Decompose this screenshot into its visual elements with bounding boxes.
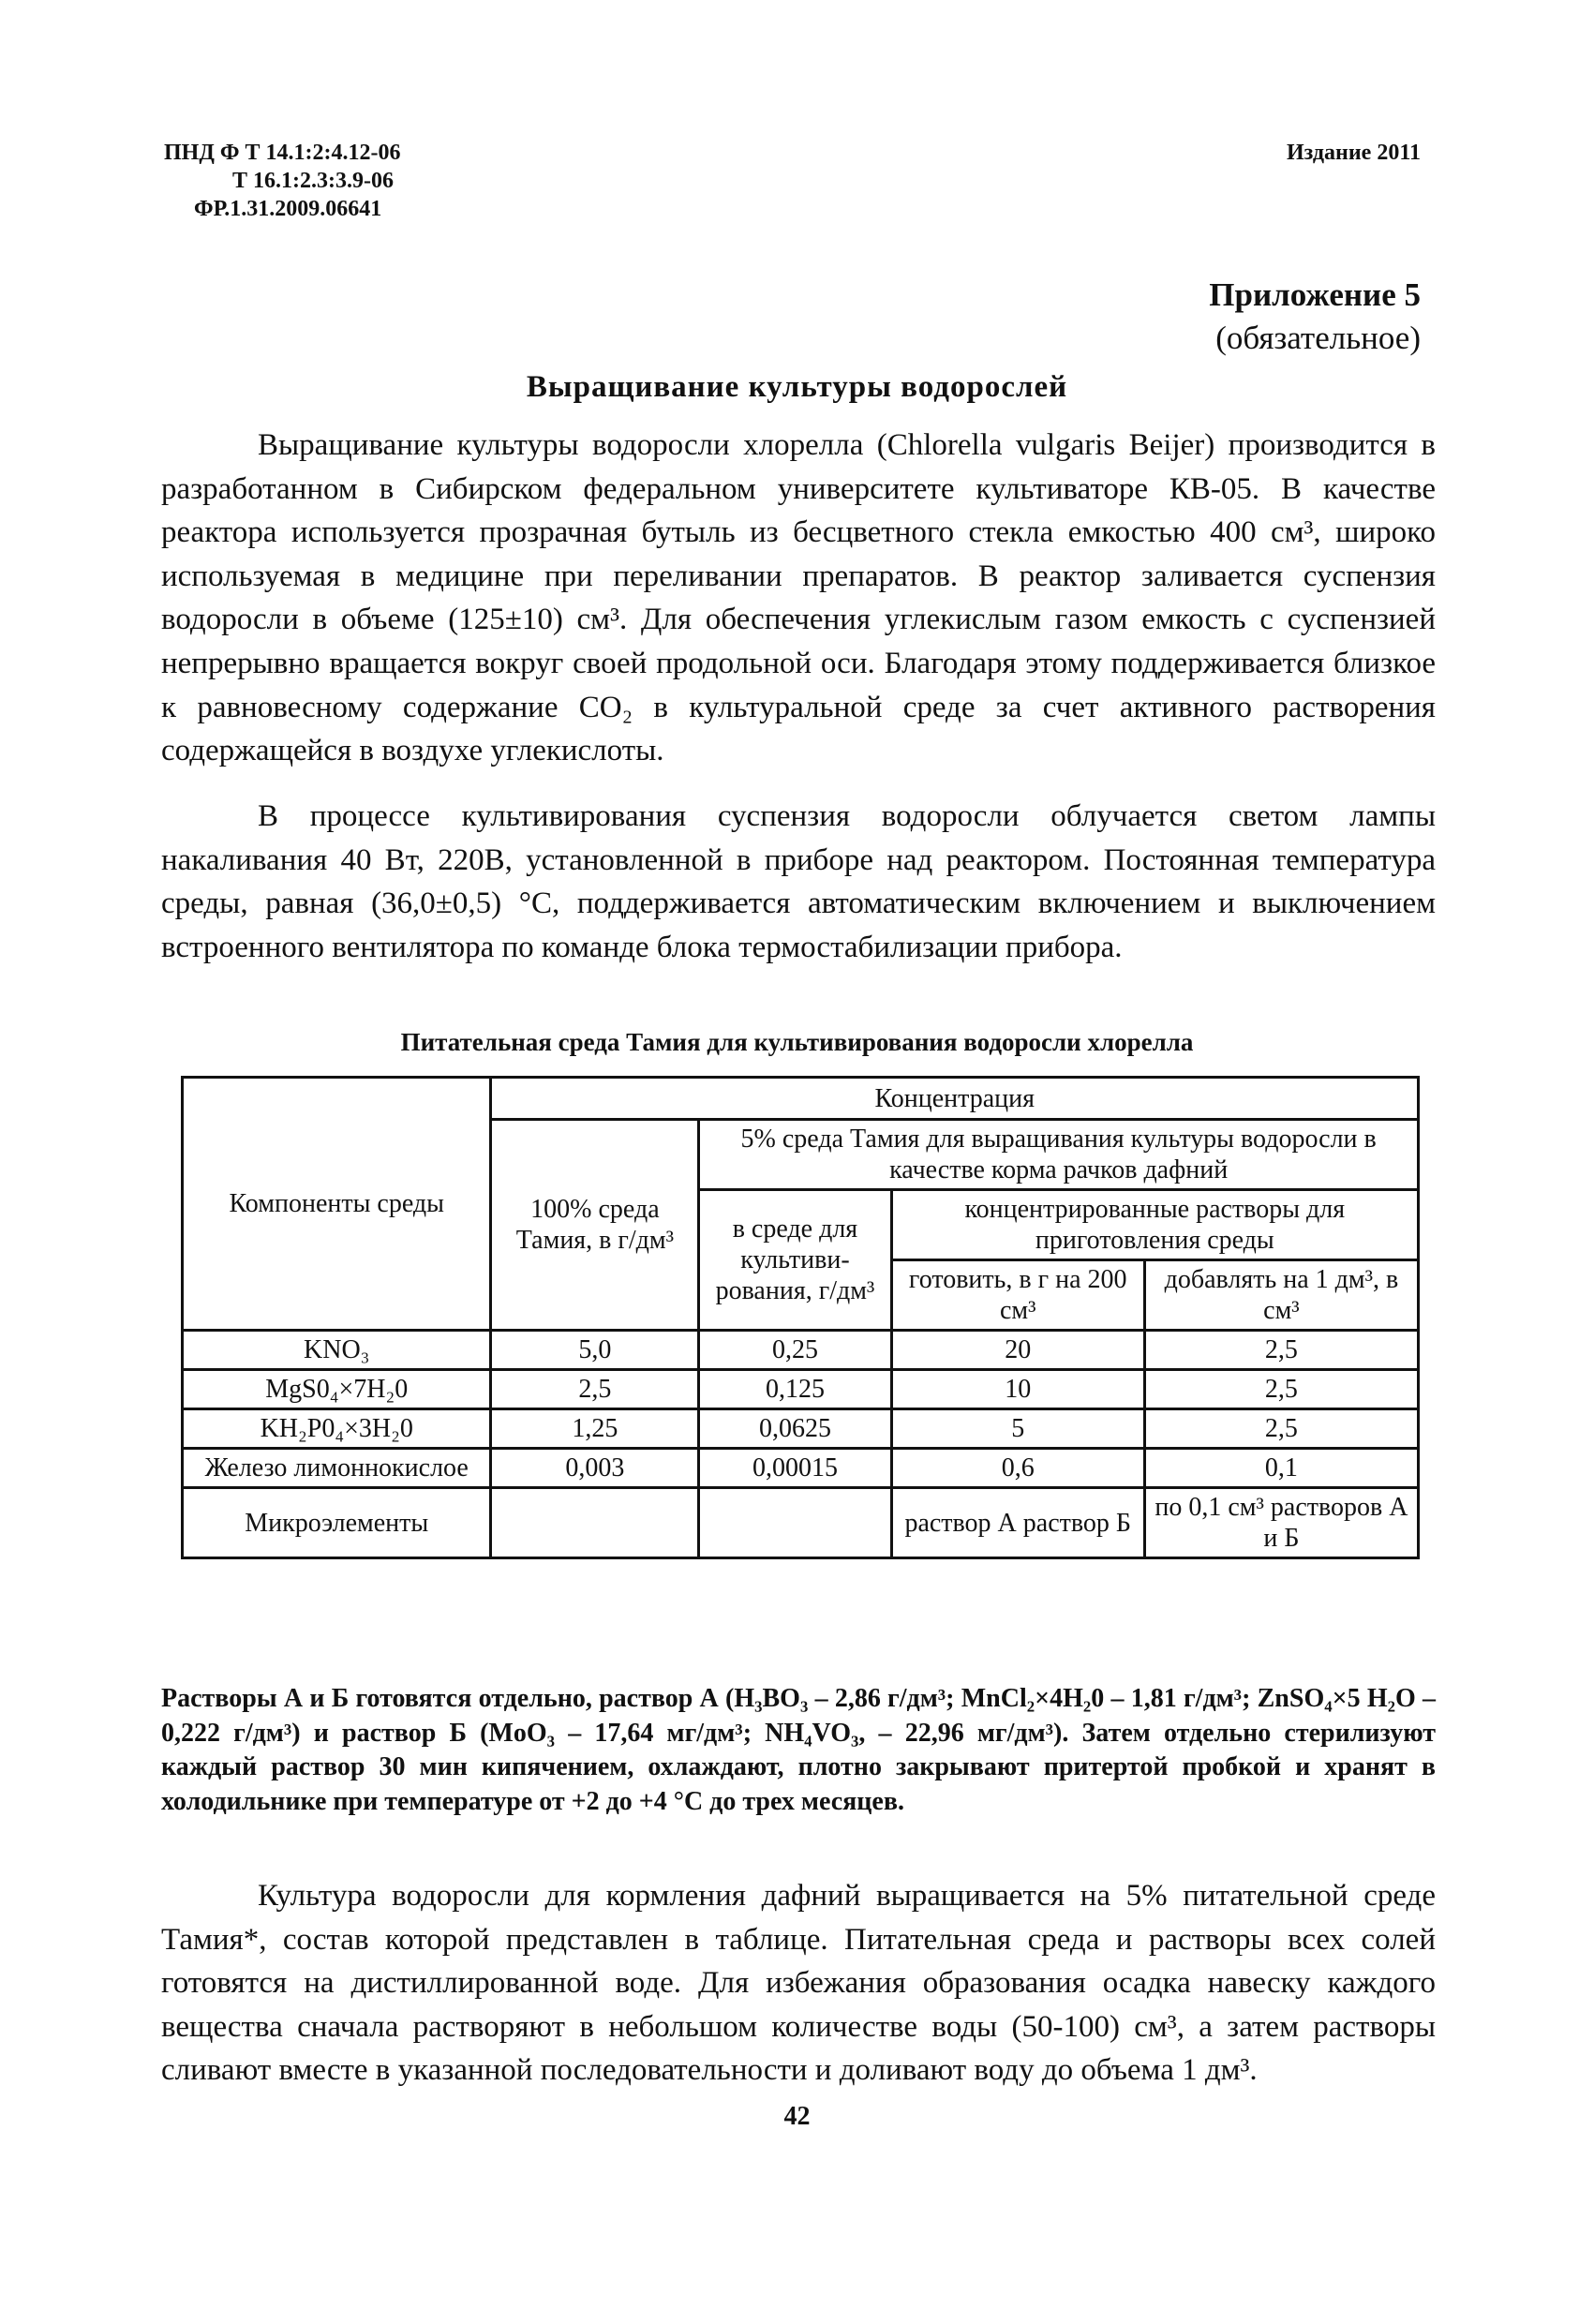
cell-five: 0,00015 [699, 1449, 891, 1488]
cell-prepare: 5 [891, 1409, 1144, 1449]
cell-five: 0,125 [699, 1370, 891, 1409]
doc-code-2: Т 16.1:2.3:3.9-06 [232, 169, 394, 193]
cell-component: Микроэлементы [183, 1488, 491, 1558]
cell-component: MgS0₄×7H₂0 [183, 1370, 491, 1409]
cell-five: 0,25 [699, 1331, 891, 1370]
paragraph-3 [161, 1874, 1436, 2093]
nutrient-medium-table [181, 1076, 1420, 1559]
header-five-percent: 5% среда Тамия для выращивания культуры водоросли в качестве корма рачков дафний [699, 1120, 1419, 1190]
cell-prepare: 10 [891, 1370, 1144, 1409]
appendix-label: Приложение 5 [1209, 276, 1421, 313]
doc-code-1: ПНД Ф Т 14.1:2:4.12-06 [164, 141, 401, 165]
cell-add: по 0,1 см³ растворов А и Б [1144, 1488, 1418, 1558]
header-components: Компоненты среды [183, 1078, 491, 1331]
table-caption: Питательная среда Тамия для культивирования водоросли хлорелла [400, 1028, 1194, 1056]
header-full-medium: 100% среда Тамия, в г/дм³ [491, 1120, 699, 1331]
header-in-medium: в среде для культиви-рования, г/дм³ [699, 1190, 891, 1331]
paragraph-2-text: В процессе культивирования суспензия водоросли облучается светом лампы накаливания 40 Вт, 220В, установленной в приборе над реактором. Постоянная температура среды, равная (36,0±0,5) °С, поддерживается автоматическим включением и выключением встроенного вентилятора по команде блока термостабилизации прибора. [161, 799, 1436, 964]
table-header-row [183, 1078, 1419, 1120]
cell-add: 0,1 [1144, 1449, 1418, 1488]
table-row [183, 1488, 1419, 1558]
cell-prepare: 0,6 [891, 1449, 1144, 1488]
header-concentrated: концентрированные растворы для приготовления среды [891, 1190, 1418, 1260]
table-row [183, 1449, 1419, 1488]
paragraph-1-text: Выращивание культуры водоросли хлорелла (Chlorella vulgaris Beijer) производится в разработанном в Сибирском федеральном университете культиваторе КВ-05. В качестве реактора используется прозрачная бутыль из бесцветного стекла емкостью 400 см³, широко используемая в медицине при переливании препаратов. В реактор заливается суспензия водоросли в объеме (125±10) см³. Для обеспечения углекислым газом емкость с суспензией непрерывно вращается вокруг своей продольной оси. Благодаря этому поддерживается близкое к равновесному содержание СО₂ в культуральной среде за счет активного растворения содержащейся в воздухе углекислоты. [161, 428, 1436, 768]
paragraph-1 [161, 424, 1436, 773]
cell-full [491, 1488, 699, 1558]
solutions-note: Растворы А и Б готовятся отдельно, раствор А (H₃BO₃ – 2,86 г/дм³; MnCl₂×4H₂0 – 1,81 г/дм³; ZnSO₄×5 H₂O – 0,222 г/дм³) и раствор Б (MoO₃ – 17,64 мг/дм³; NH₄VO₃, – 22,96 мг/дм³). Затем отдельно стерилизуют каждый раствор 30 мин кипячением, охлаждают, плотно закрывают притертой пробкой и хранят в холодильнике при температуре от +2 до +4 °С до трех месяцев. [161, 1684, 1436, 1816]
cell-component: KNO₃ [183, 1331, 491, 1370]
cell-component: Железо лимоннокислое [183, 1449, 491, 1488]
cell-five [699, 1488, 891, 1558]
cell-add: 2,5 [1144, 1370, 1418, 1409]
appendix-heading [1209, 274, 1421, 360]
paragraph-2 [161, 795, 1436, 969]
cell-add: 2,5 [1144, 1409, 1418, 1449]
header-concentration: Концентрация [491, 1078, 1419, 1120]
appendix-note: (обязательное) [1215, 320, 1421, 356]
cell-prepare: 20 [891, 1331, 1144, 1370]
cell-full: 5,0 [491, 1331, 699, 1370]
cell-full: 2,5 [491, 1370, 699, 1409]
cell-five: 0,0625 [699, 1409, 891, 1449]
cell-component: KH₂P0₄×3H₂0 [183, 1409, 491, 1449]
table-row [183, 1409, 1419, 1449]
header-prepare: готовить, в г на 200 см³ [891, 1260, 1144, 1331]
page-number: 42 [783, 2102, 811, 2131]
doc-code-3: ФР.1.31.2009.06641 [194, 197, 382, 221]
cell-full: 0,003 [491, 1449, 699, 1488]
table-row [183, 1331, 1419, 1370]
section-title: Выращивание культуры водорослей [526, 370, 1068, 404]
header-add: добавлять на 1 дм³, в см³ [1144, 1260, 1418, 1331]
table-row [183, 1370, 1419, 1409]
document-codes [164, 139, 400, 223]
edition-label: Издание 2011 [1286, 141, 1421, 165]
paragraph-3-text: Культура водоросли для кормления дафний выращивается на 5% питательной среде Тамия*, состав которой представлен в таблице. Питательная среда и растворы всех солей готовятся на дистиллированной воде. Для избежания образования осадка навеску каждого вещества сначала растворяют в небольшом количестве воды (50-100) см³, а затем растворы сливают вместе в указанной последовательности и доливают воду до объема 1 дм³. [161, 1879, 1436, 2088]
cell-add: 2,5 [1144, 1331, 1418, 1370]
cell-prepare: раствор А раствор Б [891, 1488, 1144, 1558]
cell-full: 1,25 [491, 1409, 699, 1449]
